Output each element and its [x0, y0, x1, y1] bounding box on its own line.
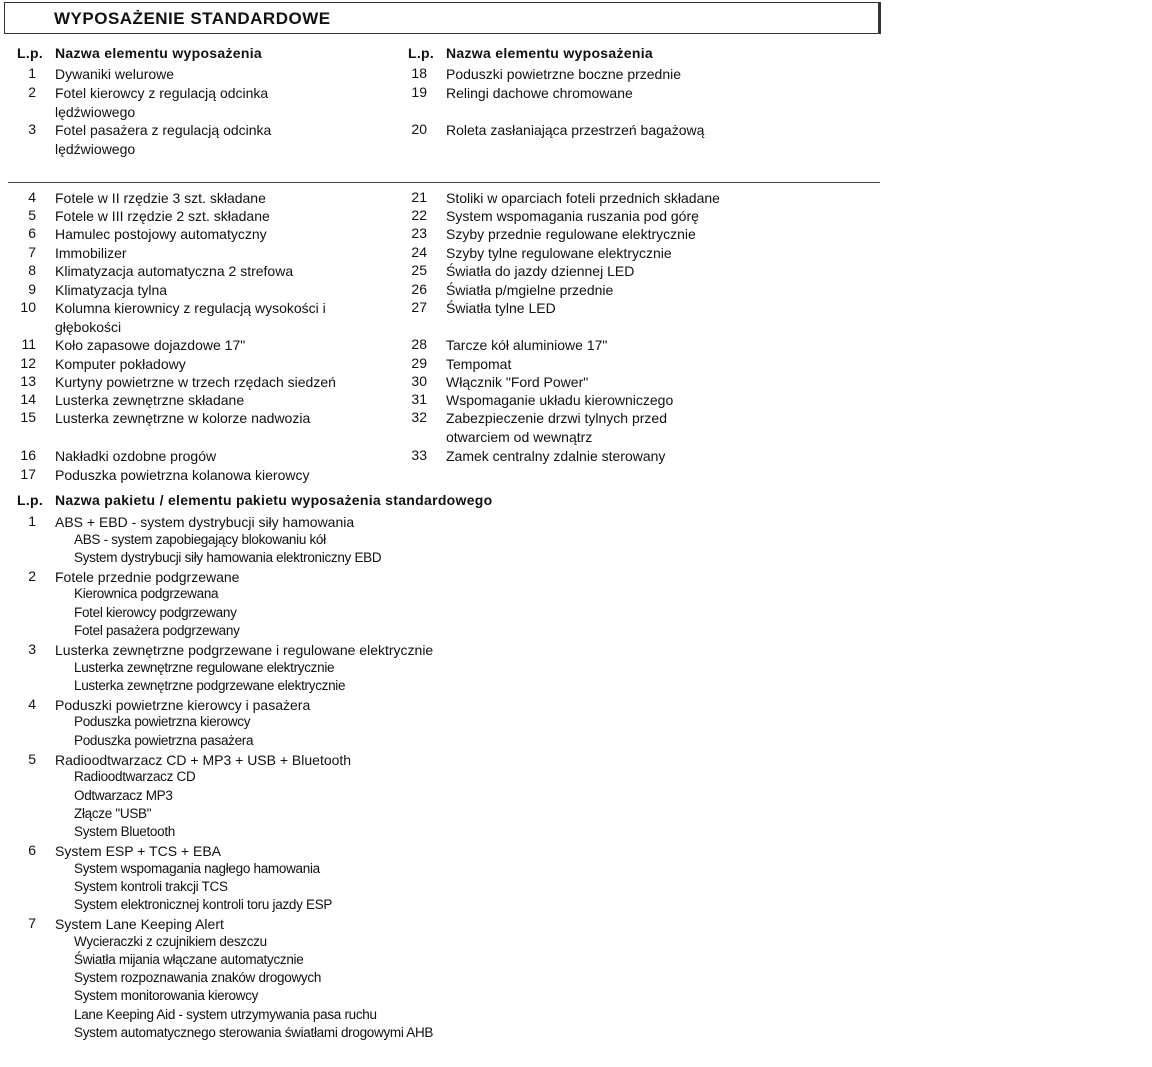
equipment-item-number: 16	[20, 447, 36, 463]
equipment-item-label: Nakładki ozdobne progów	[55, 448, 217, 464]
package-sub-item: Odtwarzacz MP3	[74, 787, 173, 803]
equipment-item-label: Światła tylne LED	[446, 300, 556, 316]
equipment-item-label: Wspomaganie układu kierowniczego	[446, 392, 674, 408]
lp-header-right: L.p.	[408, 45, 435, 61]
package-number: 6	[28, 842, 36, 859]
equipment-item-number: 26	[411, 281, 427, 297]
equipment-item-number: 19	[411, 84, 427, 100]
name-header-right: Nazwa elementu wyposażenia	[446, 45, 653, 61]
package-number: 1	[28, 513, 36, 529]
equipment-item-number: 4	[28, 189, 36, 205]
equipment-item-label: Światła do jazdy dziennej LED	[446, 263, 635, 279]
package-sub-item: System elektronicznej kontroli toru jazdy ESP	[74, 897, 333, 912]
equipment-item-label: Fotele w III rzędzie 2 szt. składane	[55, 208, 270, 224]
equipment-item-label: Fotele w II rzędzie 3 szt. składane	[55, 190, 266, 206]
equipment-item-label: Poduszki powietrzne boczne przednie	[446, 66, 682, 82]
equipment-item-number: 3	[28, 121, 36, 137]
equipment-item-number: 5	[28, 207, 36, 223]
equipment-item-number: 14	[20, 391, 36, 407]
package-sub-item: Fotel kierowcy podgrzewany	[74, 604, 237, 620]
package-name: System Lane Keeping Alert	[55, 916, 224, 933]
package-sub-item: System wspomagania nagłego hamowania	[74, 860, 320, 876]
page-title: WYPOSAŻENIE STANDARDOWE	[54, 9, 331, 28]
equipment-item-number: 33	[411, 447, 427, 463]
package-sub-item: System Bluetooth	[74, 823, 176, 839]
equipment-item-number: 23	[411, 225, 427, 241]
equipment-item-label: Szyby przednie regulowane elektrycznie	[446, 226, 696, 242]
equipment-item-number: 28	[411, 336, 427, 352]
equipment-item-label: Tempomat	[446, 356, 512, 372]
package-sub-item: Radioodtwarzacz CD	[74, 769, 196, 785]
equipment-item-number: 13	[20, 373, 36, 389]
package-name: System ESP + TCS + EBA	[55, 843, 221, 860]
package-header: Nazwa pakietu / elementu pakietu wyposażenia standardowego	[55, 492, 493, 508]
equipment-item-label: Światła p/mgielne przednie	[446, 282, 614, 298]
equipment-item-label: Roleta zasłaniająca przestrzeń bagażową	[446, 122, 705, 138]
equipment-item-label: Dywaniki welurowe	[55, 66, 175, 82]
equipment-item-number: 9	[28, 281, 36, 297]
equipment-item-number: 18	[411, 65, 427, 81]
equipment-item-number: 29	[411, 355, 427, 371]
package-sub-item: System rozpoznawania znaków drogowych	[74, 970, 322, 986]
lp-header-left: L.p.	[17, 45, 44, 61]
package-sub-item: Wycieraczki z czujnikiem deszczu	[74, 933, 267, 949]
equipment-item-label: Komputer pokładowy	[55, 356, 186, 372]
equipment-item-label: Zamek centralny zdalnie sterowany	[446, 448, 666, 464]
package-sub-item: System kontroli trakcji TCS	[74, 878, 228, 894]
equipment-item-number: 1	[28, 65, 36, 81]
package-sub-item: Lane Keeping Aid - system utrzymywania pasa ruchu	[74, 1006, 377, 1022]
lp-header-packages: L.p.	[17, 492, 44, 508]
name-header-left: Nazwa elementu wyposażenia	[55, 45, 262, 61]
equipment-item-label: Stoliki w oparciach foteli przednich składane	[446, 190, 720, 206]
package-sub-item: Poduszka powietrzna pasażera	[74, 732, 254, 748]
package-sub-item: Lusterka zewnętrzne regulowane elektrycznie	[74, 659, 335, 675]
title-box	[4, 2, 881, 34]
package-sub-item: Światła mijania włączane automatycznie	[74, 951, 304, 967]
package-name: Fotele przednie podgrzewane	[55, 568, 240, 585]
equipment-item-number: 22	[411, 207, 427, 223]
equipment-item-label: Lusterka zewnętrzne składane	[55, 392, 245, 408]
equipment-item-number: 30	[411, 373, 427, 389]
equipment-item-number: 20	[411, 121, 427, 137]
equipment-item-label: Fotel pasażera z regulacją odcinka lędźwiowego	[55, 122, 272, 157]
package-name: Radioodtwarzacz CD + MP3 + USB + Bluetooth	[55, 751, 352, 768]
package-name: Poduszki powietrzne kierowcy i pasażera	[55, 696, 311, 713]
equipment-item-number: 7	[28, 244, 36, 260]
equipment-item-number: 8	[28, 262, 36, 278]
package-sub-item: System monitorowania kierowcy	[74, 988, 259, 1004]
equipment-item-label: Fotel kierowcy z regulacją odcinka lędźwiowego	[55, 85, 269, 120]
package-sub-item: ABS - system zapobiegający blokowaniu kół	[74, 531, 326, 547]
equipment-item-number: 11	[21, 336, 36, 352]
equipment-item-number: 15	[20, 409, 36, 425]
equipment-item-number: 17	[20, 466, 36, 482]
equipment-item-number: 10	[20, 299, 36, 315]
package-sub-item: Poduszka powietrzna kierowcy	[74, 714, 251, 730]
package-sub-item: Złącze "USB"	[74, 805, 152, 821]
equipment-item-label: Immobilizer	[55, 245, 127, 261]
package-number: 7	[28, 915, 36, 932]
equipment-item-number: 32	[411, 409, 427, 425]
equipment-item-label: Relingi dachowe chromowane	[446, 85, 633, 101]
package-number: 3	[28, 641, 36, 657]
equipment-item-label: Koło zapasowe dojazdowe 17"	[55, 337, 246, 353]
package-sub-item: System automatycznego sterowania światłami drogowymi AHB	[74, 1024, 434, 1040]
equipment-item-label: Zabezpieczenie drzwi tylnych przed otwarciem od wewnątrz	[446, 410, 667, 445]
equipment-item-label: Tarcze kół aluminiowe 17"	[446, 337, 608, 353]
equipment-item-label: Włącznik "Ford Power"	[446, 374, 589, 390]
equipment-item-number: 21	[411, 189, 427, 205]
equipment-item-label: System wspomagania ruszania pod górę	[446, 208, 699, 224]
package-sub-item: Fotel pasażera podgrzewany	[74, 622, 240, 638]
equipment-item-label: Kolumna kierownicy z regulacją wysokości i głębokości	[55, 300, 326, 335]
package-number: 5	[28, 750, 36, 767]
package-sub-item: Lusterka zewnętrzne podgrzewane elektrycznie	[74, 677, 346, 693]
equipment-item-number: 31	[411, 391, 427, 407]
equipment-item-label: Szyby tylne regulowane elektrycznie	[446, 245, 672, 261]
package-number: 4	[28, 695, 36, 712]
equipment-item-label: Klimatyzacja tylna	[55, 282, 168, 298]
package-sub-item: System dystrybucji siły hamowania elektroniczny EBD	[74, 549, 382, 565]
equipment-item-number: 6	[28, 225, 36, 241]
package-sub-item: Kierownica podgrzewana	[74, 586, 219, 602]
equipment-item-label: Klimatyzacja automatyczna 2 strefowa	[55, 263, 294, 279]
equipment-item-label: Poduszka powietrzna kolanowa kierowcy	[55, 467, 310, 483]
package-number: 2	[28, 567, 36, 584]
section-divider	[8, 182, 880, 183]
equipment-item-label: Hamulec postojowy automatyczny	[55, 226, 267, 242]
equipment-item-label: Kurtyny powietrzne w trzech rzędach siedzeń	[55, 374, 336, 390]
equipment-item-number: 27	[411, 299, 427, 315]
equipment-item-label: Lusterka zewnętrzne w kolorze nadwozia	[55, 410, 311, 426]
equipment-item-number: 24	[411, 244, 427, 260]
equipment-item-number: 25	[411, 262, 427, 278]
equipment-item-number: 2	[28, 84, 36, 100]
equipment-item-number: 12	[20, 355, 36, 371]
package-name: ABS + EBD - system dystrybucji siły hamowania	[55, 514, 355, 530]
package-name: Lusterka zewnętrzne podgrzewane i regulowane elektrycznie	[55, 642, 434, 658]
